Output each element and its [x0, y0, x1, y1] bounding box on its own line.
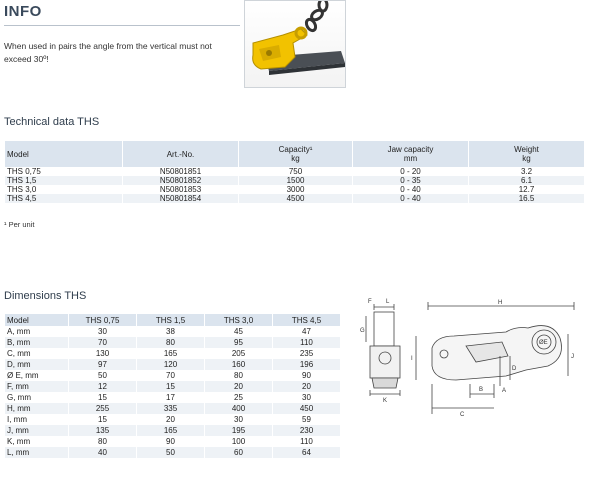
label-f: F: [368, 299, 372, 305]
cell-dimension-value: 70: [137, 370, 205, 381]
cell-jaw: 0 - 35: [353, 176, 469, 185]
header-weight-unit: kg: [522, 154, 531, 163]
cell-dimension-value: 95: [205, 337, 273, 348]
cell-dimension-label: B, mm: [5, 337, 69, 348]
table-row: [5, 176, 585, 185]
cell-artno: N50801851: [123, 167, 239, 176]
label-d: D: [512, 366, 517, 372]
label-h: H: [498, 300, 503, 306]
cell-dimension-value: 130: [69, 348, 137, 359]
cell-dimension-value: 70: [69, 337, 137, 348]
cell-dimension-value: 60: [205, 447, 273, 458]
cell-dimension-value: 335: [137, 403, 205, 414]
cell-dimension-label: D, mm: [5, 359, 69, 370]
table-row: [5, 381, 341, 392]
header-weight: [469, 141, 585, 167]
cell-dimension-value: 20: [273, 381, 341, 392]
cell-dimension-label: F, mm: [5, 381, 69, 392]
cell-dimension-value: 38: [137, 326, 205, 337]
cell-dimension-value: 400: [205, 403, 273, 414]
cell-dimension-value: 25: [205, 392, 273, 403]
table-row: [5, 414, 341, 425]
cell-dimension-value: 165: [137, 348, 205, 359]
cell-dimension-label: G, mm: [5, 392, 69, 403]
cell-dimension-value: 160: [205, 359, 273, 370]
cell-dimension-value: 135: [69, 425, 137, 436]
cell-dimension-label: L, mm: [5, 447, 69, 458]
clamp-photo-illustration: [245, 1, 346, 88]
header-jaw-label: Jaw capacity: [387, 145, 434, 154]
info-note: When used in pairs the angle from the vertical must not exceed 30º!: [4, 41, 212, 64]
cell-jaw: 0 - 40: [353, 185, 469, 194]
cell-dimension-label: J, mm: [5, 425, 69, 436]
table-row: [5, 425, 341, 436]
table-row: [5, 167, 585, 176]
product-photo: [244, 0, 346, 88]
cell-dimension-value: 97: [69, 359, 137, 370]
label-k: K: [383, 398, 388, 404]
cell-dimension-value: 59: [273, 414, 341, 425]
cell-weight: 12.7: [469, 185, 585, 194]
table-row: [5, 436, 341, 447]
cell-dimension-value: 50: [137, 447, 205, 458]
technical-data-table: [4, 141, 584, 203]
dim-header-ths15: THS 1,5: [137, 314, 205, 326]
cell-artno: N50801854: [123, 194, 239, 203]
table-row: [5, 403, 341, 414]
cell-dimension-value: 17: [137, 392, 205, 403]
cell-dimension-value: 15: [69, 414, 137, 425]
cell-dimension-value: 64: [273, 447, 341, 458]
technical-header-row: [5, 141, 585, 167]
cell-capacity: 4500: [239, 194, 353, 203]
cell-dimension-value: 47: [273, 326, 341, 337]
cell-dimension-value: 80: [137, 337, 205, 348]
label-c: C: [460, 412, 465, 418]
cell-dimension-value: 15: [69, 392, 137, 403]
cell-model: THS 0,75: [5, 167, 123, 176]
cell-dimension-value: 30: [273, 392, 341, 403]
cell-weight: 16.5: [469, 194, 585, 203]
cell-dimension-value: 195: [205, 425, 273, 436]
label-l: L: [386, 299, 390, 305]
header-jaw-unit: mm: [403, 154, 418, 163]
cell-weight: 3.2: [469, 167, 585, 176]
table-row: [5, 348, 341, 359]
cell-dimension-value: 255: [69, 403, 137, 414]
label-j: J: [571, 354, 574, 360]
label-g: G: [360, 328, 365, 334]
table-row: [5, 326, 341, 337]
cell-dimension-value: 20: [205, 381, 273, 392]
table-row: [5, 359, 341, 370]
cell-dimension-value: 230: [273, 425, 341, 436]
cell-dimension-value: 100: [205, 436, 273, 447]
dimensions-title: Dimensions THS: [4, 290, 87, 302]
cell-capacity: 1500: [239, 176, 353, 185]
cell-dimension-label: A, mm: [5, 326, 69, 337]
cell-model: THS 3,0: [5, 185, 123, 194]
table-row: [5, 185, 585, 194]
cell-dimension-label: Ø E, mm: [5, 370, 69, 381]
label-b: B: [479, 387, 484, 393]
header-weight-label: Weight: [514, 145, 539, 154]
label-i: I: [411, 356, 413, 362]
cell-weight: 6.1: [469, 176, 585, 185]
cell-dimension-value: 80: [69, 436, 137, 447]
cell-artno: N50801853: [123, 185, 239, 194]
cell-dimension-value: 165: [137, 425, 205, 436]
header-capacity-label: Capacity¹: [278, 145, 313, 154]
table-row: [5, 447, 341, 458]
cell-dimension-value: 450: [273, 403, 341, 414]
cell-dimension-value: 120: [137, 359, 205, 370]
cell-dimension-value: 12: [69, 381, 137, 392]
cell-model: THS 4,5: [5, 194, 123, 203]
dimension-drawing: [356, 296, 588, 424]
cell-dimension-value: 45: [205, 326, 273, 337]
dim-header-ths075: THS 0,75: [69, 314, 137, 326]
cell-dimension-value: 20: [137, 414, 205, 425]
cell-jaw: 0 - 40: [353, 194, 469, 203]
cell-model: THS 1,5: [5, 176, 123, 185]
cell-jaw: 0 - 20: [353, 167, 469, 176]
cell-dimension-value: 110: [273, 337, 341, 348]
cell-dimension-value: 40: [69, 447, 137, 458]
label-a: A: [502, 388, 507, 394]
header-model: Model: [5, 141, 123, 167]
cell-artno: N50801852: [123, 176, 239, 185]
dim-header-model: Model: [5, 314, 69, 326]
cell-dimension-value: 30: [69, 326, 137, 337]
header-jaw: [353, 141, 469, 167]
cell-dimension-label: C, mm: [5, 348, 69, 359]
cell-dimension-value: 30: [205, 414, 273, 425]
cell-dimension-value: 110: [273, 436, 341, 447]
dim-header-ths30: THS 3,0: [205, 314, 273, 326]
cell-capacity: 3000: [239, 185, 353, 194]
cell-dimension-value: 205: [205, 348, 273, 359]
dim-header-ths45: THS 4,5: [273, 314, 341, 326]
label-e: ØE: [539, 340, 548, 346]
cell-dimension-label: K, mm: [5, 436, 69, 447]
header-capacity: [239, 141, 353, 167]
cell-dimension-value: 80: [205, 370, 273, 381]
cell-dimension-label: H, mm: [5, 403, 69, 414]
info-divider: [4, 25, 240, 26]
table-row: [5, 337, 341, 348]
header-capacity-unit: kg: [291, 154, 300, 163]
info-title: INFO: [4, 3, 42, 20]
header-artno: Art.-No.: [123, 141, 239, 167]
cell-dimension-value: 90: [273, 370, 341, 381]
dimension-drawing-svg: [356, 296, 588, 424]
cell-dimension-value: 15: [137, 381, 205, 392]
dimensions-table: [4, 314, 340, 458]
cell-dimension-value: 235: [273, 348, 341, 359]
table-row: [5, 194, 585, 203]
cell-dimension-label: I, mm: [5, 414, 69, 425]
footnote: ¹ Per unit: [4, 220, 35, 229]
table-row: [5, 392, 341, 403]
dimensions-header-row: [5, 314, 341, 326]
technical-title: Technical data THS: [4, 116, 100, 128]
table-row: [5, 370, 341, 381]
cell-dimension-value: 196: [273, 359, 341, 370]
cell-dimension-value: 90: [137, 436, 205, 447]
cell-capacity: 750: [239, 167, 353, 176]
dimensions-body: [5, 326, 341, 458]
cell-dimension-value: 50: [69, 370, 137, 381]
